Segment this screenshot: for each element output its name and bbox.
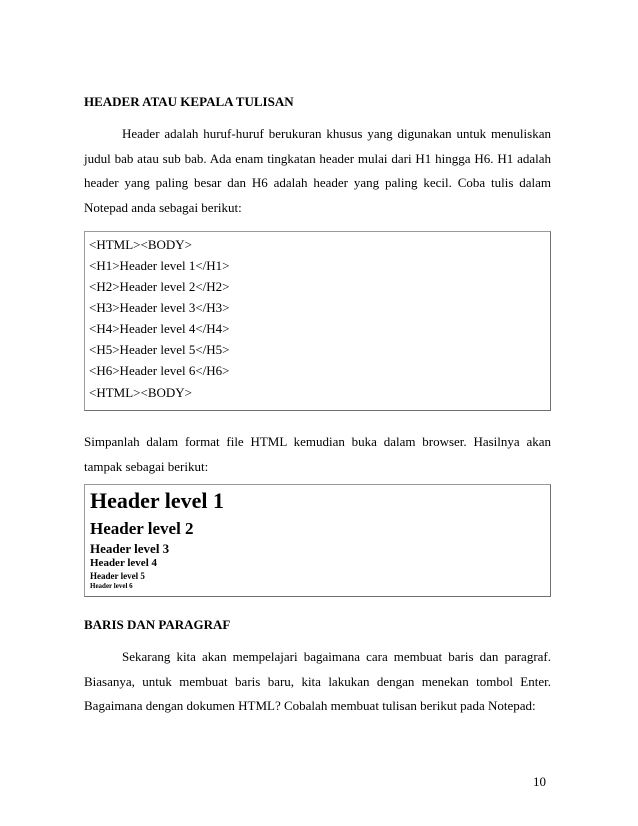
result-intro-paragraph: Simpanlah dalam format file HTML kemudian buka dalam browser. Hasilnya akan tampak sebagai berikut: <box>84 434 551 474</box>
rendered-h6: Header level 6 <box>90 582 133 590</box>
rendered-h5: Header level 5 <box>90 571 145 581</box>
rendered-h2: Header level 2 <box>90 519 194 538</box>
section-heading-header: HEADER ATAU KEPALA TULISAN <box>84 94 294 109</box>
code-line: <HTML><BODY> <box>89 385 192 400</box>
code-line: <H6>Header level 6</H6> <box>89 363 230 378</box>
baris-description-paragraph: Sekarang kita akan mempelajari bagaimana cara membuat baris dan paragraf. Biasanya, untuk membuat baris baru, kita lakukan dengan menekan tombol Enter. Bagaimana dengan dokumen HTML? Cobalah membuat tulisan berikut pada Notepad: <box>84 649 551 713</box>
header-description-paragraph: Header adalah huruf-huruf berukuran khusus yang digunakan untuk menuliskan judul bab atau sub bab. Ada enam tingkatan header mulai dari H1 hingga H6. H1 adalah header yang paling besar dan H6 adalah header yang paling kecil. Coba tulis dalam Notepad anda sebagai berikut: <box>84 126 551 215</box>
code-line: <H1>Header level 1</H1> <box>89 258 230 273</box>
code-line: <HTML><BODY> <box>89 237 192 252</box>
rendered-h3: Header level 3 <box>90 541 170 556</box>
section-heading-baris: BARIS DAN PARAGRAF <box>84 617 231 632</box>
code-example-box <box>84 231 551 411</box>
code-line: <H4>Header level 4</H4> <box>89 321 230 336</box>
rendered-h4: Header level 4 <box>90 557 157 569</box>
code-line: <H5>Header level 5</H5> <box>89 342 230 357</box>
page-number: 10 <box>533 774 546 789</box>
browser-render-box <box>84 484 551 597</box>
rendered-h1: Header level 1 <box>90 488 224 513</box>
code-line: <H3>Header level 3</H3> <box>89 300 230 315</box>
code-line: <H2>Header level 2</H2> <box>89 279 230 294</box>
